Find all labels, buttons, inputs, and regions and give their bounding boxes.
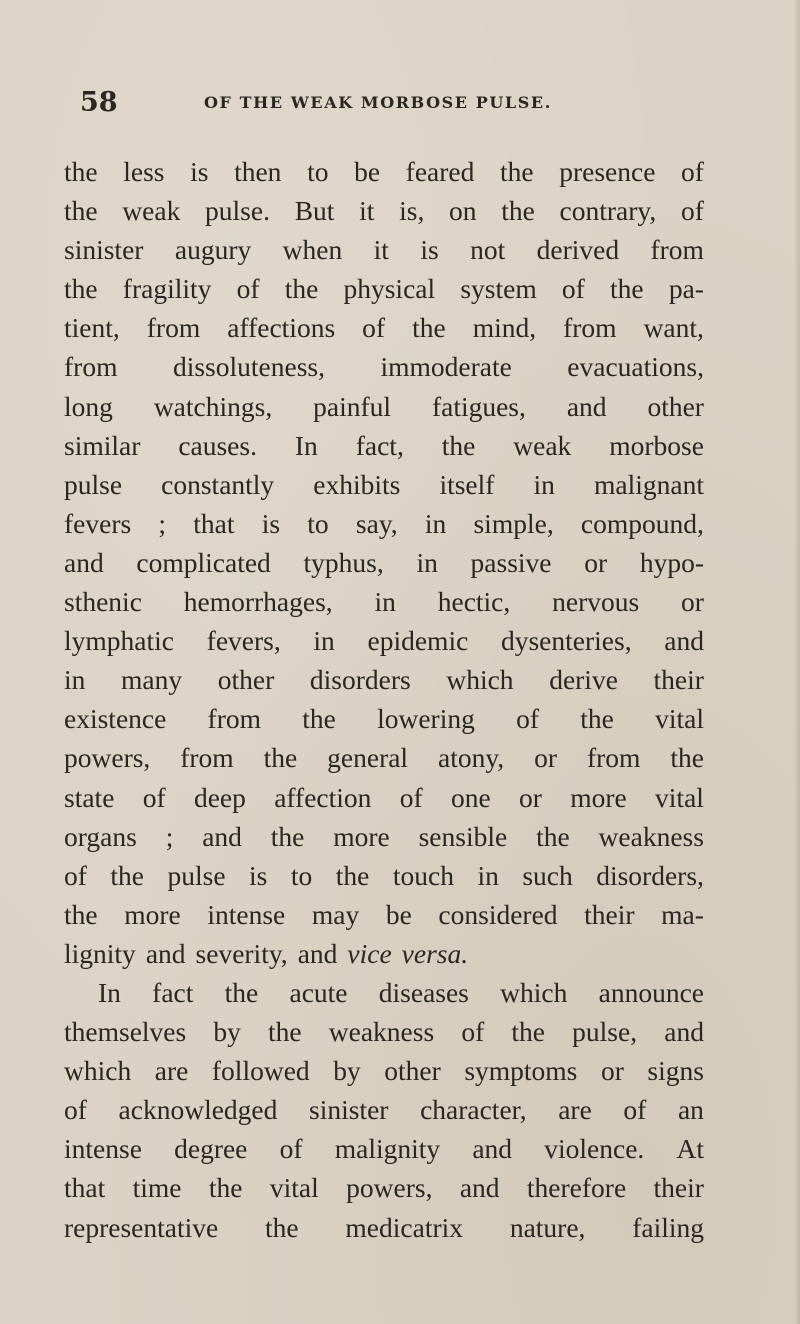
page-header [80,86,720,120]
text-line: representative the medicatrix nature, failing [64,1211,704,1243]
text-line: and complicated typhus, in passive or hypo- [64,546,704,578]
body-text [64,152,704,1247]
text-line: sthenic hemorrhages, in hectic, nervous or [64,586,704,618]
text-line: state of deep affection of one or more vital [64,781,704,813]
text-line: lymphatic fevers, in epidemic dysenteries, and [64,625,704,657]
text-line: powers, from the general atony, or from the [64,742,704,774]
page-edge-shadow [794,0,800,1324]
text-line: sinister augury when it is not derived from [64,234,704,266]
text-line: organs ; and the more sensible the weakness [64,820,704,852]
text-line: existence from the lowering of the vital [64,703,704,735]
text-line: the weak pulse. But it is, on the contrary, of [64,195,704,227]
text-line: which are followed by other symptoms or signs [64,1055,704,1087]
text-line: similar causes. In fact, the weak morbose [64,429,704,461]
text-line: In fact the acute diseases which announce [98,976,704,1008]
text-line: tient, from affections of the mind, from want, [64,312,704,344]
text-line: that time the vital powers, and therefore their [64,1172,704,1204]
running-head: OF THE WEAK MORBOSE PULSE. [204,93,552,112]
text-line: pulse constantly exhibits itself in malignant [64,468,704,500]
text-line: lignity and severity, and vice versa. [64,937,469,969]
text-line: the more intense may be considered their ma- [64,898,704,930]
text-line: of the pulse is to the touch in such disorders, [64,859,704,891]
text-line: themselves by the weakness of the pulse, and [64,1016,704,1048]
page-number: 58 [80,87,118,118]
text-line: intense degree of malignity and violence. At [64,1133,704,1165]
text-line: the fragility of the physical system of the pa- [64,273,704,305]
text-line: long watchings, painful fatigues, and other [64,390,704,422]
text-line: of acknowledged sinister character, are of an [64,1094,704,1126]
text-line: in many other disorders which derive their [64,664,704,696]
text-line: the less is then to be feared the presence of [64,156,704,187]
text-line: fevers ; that is to say, in simple, compound, [64,507,704,539]
text-line: from dissoluteness, immoderate evacuations, [64,351,704,383]
